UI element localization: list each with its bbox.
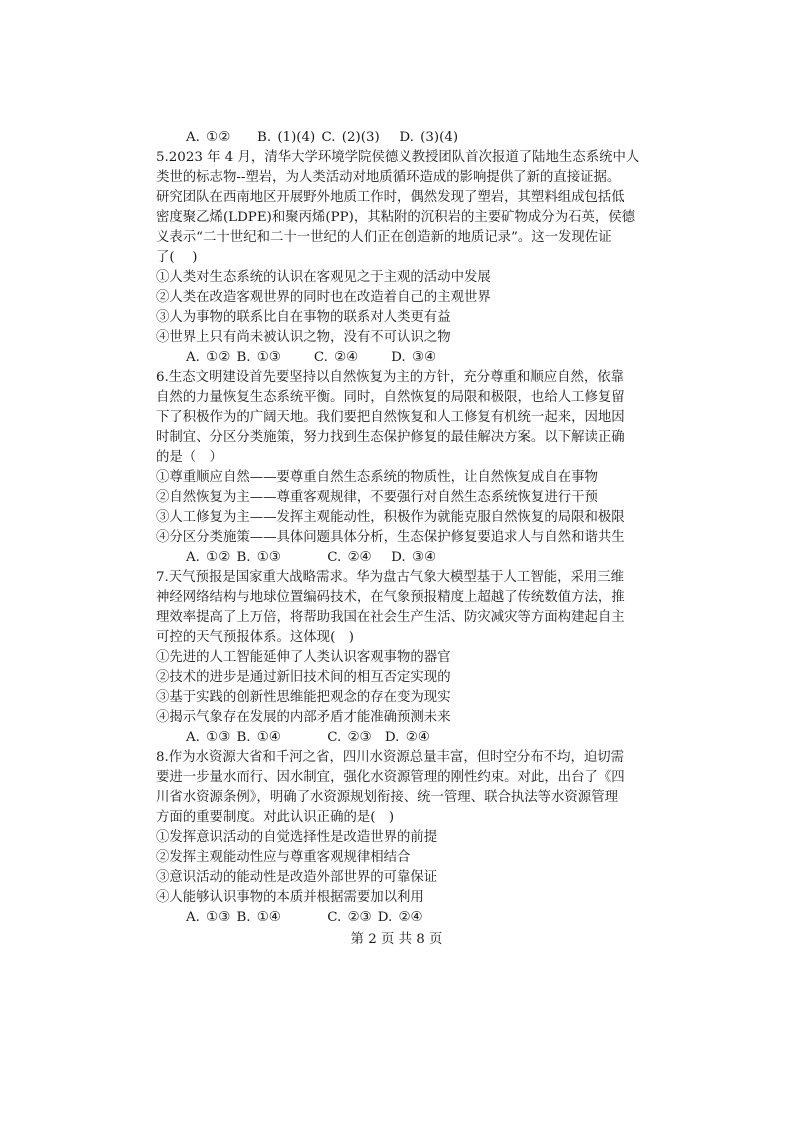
statement-item: ③人工修复为主——发挥主观能动性，积极作为就能克服自然恢复的局限和极限 <box>156 510 625 525</box>
statement-item: ②技术的进步是通过新旧技术间的相互否定实现的 <box>156 670 451 685</box>
question-stem-line: 的是（ ） <box>156 450 223 465</box>
statement-item: ①发挥意识活动的自觉选择性是改造世界的前提 <box>156 830 438 845</box>
statement-item: ④世界上只有尚未被认识之物，没有不可认识之物 <box>156 330 451 345</box>
question-stem-line: 8.作为水资源大省和千河之省，四川水资源总量丰富，但时空分布不均，迫切需 <box>156 750 625 765</box>
answer-options-q4: A. ①② B. (1)(4) C. (2)(3) D. (3)(4) <box>186 130 459 145</box>
question-stem-line: 时制宜、分区分类施策，努力找到生态保护修复的最佳解决方案。以下解读正确 <box>156 430 625 445</box>
statement-item: ④人能够认识事物的本质并根据需要加以利用 <box>156 890 424 905</box>
question-stem-line: 类世的标志物--塑岩，为人类活动对地质循环造成的影响提供了新的直接证据。 <box>156 170 621 185</box>
question-stem-line: 神经网络结构与地球位置编码技术，在气象预报精度上超越了传统数值方法，推 <box>156 590 625 605</box>
question-stem-line: 理效率提高了上万倍，将帮助我国在社会生产生活、防灾减灾等方面构建起自主 <box>156 610 625 625</box>
statement-item: ③意识活动的能动性是改造外部世界的可靠保证 <box>156 870 438 885</box>
question-6 <box>156 368 661 568</box>
statement-item: ②发挥主观能动性应与尊重客观规律相结合 <box>156 850 411 865</box>
question-stem-line: 6.生态文明建设首先要坚持以自然恢复为主的方针，充分尊重和顺应自然，依靠 <box>156 370 625 385</box>
question-7 <box>156 568 661 748</box>
question-stem-line: 自然的力量恢复生态系统平衡。同时，自然恢复的局限和极限，也给人工修复留 <box>156 390 625 405</box>
answer-options: A. ①③ B. ①④ C. ②③ D. ②④ <box>186 910 423 925</box>
answer-options: A. ①② B. ①③ C. ②④ D. ③④ <box>186 550 436 565</box>
question-stem-line: 可控的天气预报体系。这体现( ) <box>156 630 354 645</box>
statement-item: ④分区分类施策——具体问题具体分析，生态保护修复要追求人与自然和谐共生 <box>156 530 625 545</box>
answer-options: A. ①② B. ①③ C. ②④ D. ③④ <box>186 350 436 365</box>
question-stem-line: 下了积极作为的广阔天地。我们要把自然恢复和人工修复有机统一起来，因地因 <box>156 410 625 425</box>
statement-item: ②人类在改造客观世界的同时也在改造着自己的主观世界 <box>156 290 491 305</box>
question-5 <box>156 148 661 368</box>
statement-item: ①先进的人工智能延伸了人类认识客观事物的器官 <box>156 650 451 665</box>
exam-page <box>156 128 661 928</box>
question-stem-line: 5.2023 年 4 月，清华大学环境学院侯德义教授团队首次报道了陆地生态系统中人 <box>156 150 640 165</box>
answer-options: A. ①③ B. ①④ C. ②③ D. ②④ <box>186 730 430 745</box>
statement-item: ①尊重顺应自然——要尊重自然生态系统的物质性，让自然恢复成自在事物 <box>156 470 598 485</box>
page-number-footer: 第 2 页 共 8 页 <box>350 932 443 947</box>
statement-item: ④揭示气象存在发展的内部矛盾才能准确预测未来 <box>156 710 451 725</box>
question-stem-line: 密度聚乙烯(LDPE)和聚丙烯(PP)，其粘附的沉积岩的主要矿物成分为石英，侯德 <box>156 210 636 225</box>
question-stem-line: 方面的重要制度。对此认识正确的是( ) <box>156 810 395 825</box>
question-stem-line: 川省水资源条例》，明确了水资源规划衔接、统一管理、联合执法等水资源管理 <box>156 790 618 805</box>
question-stem-line: 要进一步量水而行、因水制宜，强化水资源管理的刚性约束。对此，出台了《四 <box>156 770 625 785</box>
question-stem-line: 义表示“二十世纪和二十一世纪的人们正在创造新的地质记录”。这一发现佐证 <box>156 230 612 245</box>
question-8 <box>156 748 661 928</box>
question-stem-line: 7.天气预报是国家重大战略需求。华为盘古气象大模型基于人工智能，采用三维 <box>156 570 625 585</box>
statement-item: ①人类对生态系统的认识在客观见之于主观的活动中发展 <box>156 270 491 285</box>
question-stem-line: 研究团队在西南地区开展野外地质工作时，偶然发现了塑岩，其塑料组成包括低 <box>156 190 625 205</box>
question-stem-line: 了( ) <box>156 250 198 265</box>
statement-item: ③人为事物的联系比自在事物的联系对人类更有益 <box>156 310 451 325</box>
statement-item: ②自然恢复为主——尊重客观规律，不要强行对自然生态系统恢复进行干预 <box>156 490 598 505</box>
statement-item: ③基于实践的创新性思维能把观念的存在变为现实 <box>156 690 451 705</box>
